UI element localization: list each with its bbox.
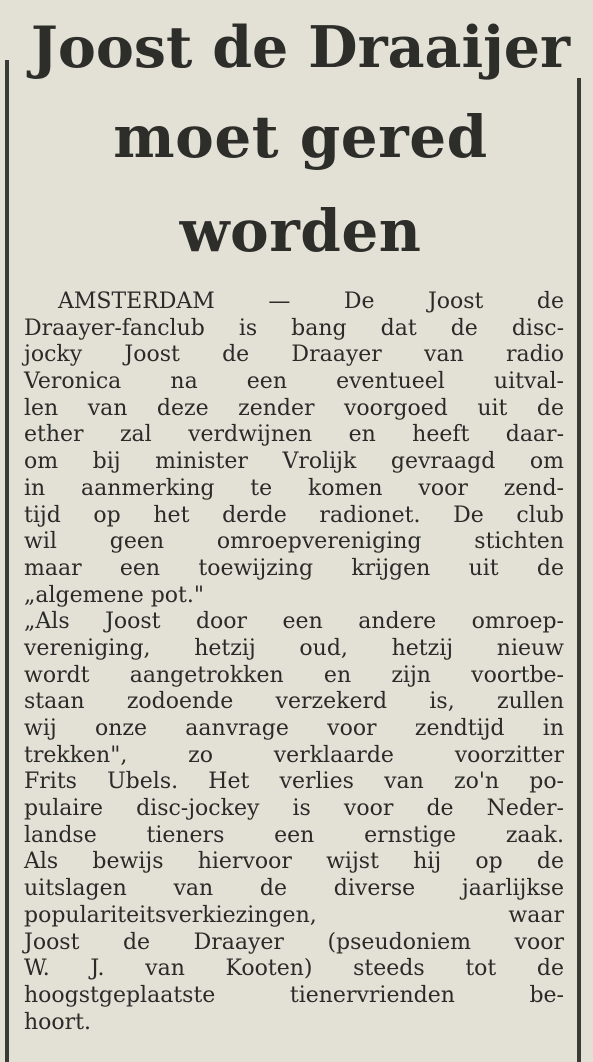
article-line: AMSTERDAM — De Joost de — [58, 289, 564, 314]
article-line: in aanmerking te komen voor zend- — [24, 475, 564, 501]
article-line: wij onze aanvrage voor zendtijd in — [24, 716, 564, 741]
article-line: len van deze zender voorgoed uit de — [24, 395, 564, 421]
article-line: tijd op het derde radionet. De club — [24, 502, 564, 528]
headline-line-1: Joost de Draaijer — [30, 14, 571, 81]
article-line: ether zal verdwijnen en heeft daar- — [24, 422, 564, 448]
article-line: wil geen omroepvereniging stichten — [24, 529, 564, 555]
headline-line-3: worden — [179, 197, 422, 265]
article-line: landse tieners een ernstige zaak. — [24, 822, 564, 848]
article-line: W. J. van Kooten) steeds tot de — [24, 956, 564, 982]
article-line: hoogstgeplaatste tienervrienden be- — [24, 982, 564, 1008]
article-line: Frits Ubels. Het verlies van zo'n po- — [24, 769, 564, 795]
article-line: jocky Joost de Draayer van radio — [24, 342, 564, 368]
article-line: wordt aangetrokken en zijn voortbe- — [24, 662, 564, 688]
article-line: „Als Joost door een andere omroep- — [24, 609, 564, 635]
article-line: populariteitsverkiezingen, waar — [24, 902, 564, 928]
article-line: „algemene pot." — [24, 582, 204, 608]
article-line: om bij minister Vrolijk gevraagd om — [24, 449, 564, 475]
article-line: uitslagen van de diverse jaarlijkse — [24, 876, 564, 902]
article-line: hoort. — [24, 1009, 92, 1035]
headline-line-2: moet gered — [113, 103, 488, 171]
article-line: staan zodoende verzekerd is, zullen — [24, 689, 564, 715]
article-line: trekken", zo verklaarde voorzitter — [24, 742, 564, 768]
article-line: Als bewijs hiervoor wijst hij op de — [24, 849, 564, 875]
headline — [8, 6, 593, 278]
article-line: pulaire disc-jockey is voor de Neder- — [24, 796, 564, 822]
article-line: vereniging, hetzij oud, hetzij nieuw — [24, 635, 564, 661]
article-line: Draayer-fanclub is bang dat de disc- — [24, 315, 564, 341]
article-line: Veronica na een eventueel uitval- — [24, 369, 564, 395]
article-line: Joost de Draayer (pseudoniem voor — [24, 929, 564, 955]
article-line: maar een toewijzing krijgen uit de — [24, 555, 564, 581]
article-body — [24, 289, 564, 1036]
